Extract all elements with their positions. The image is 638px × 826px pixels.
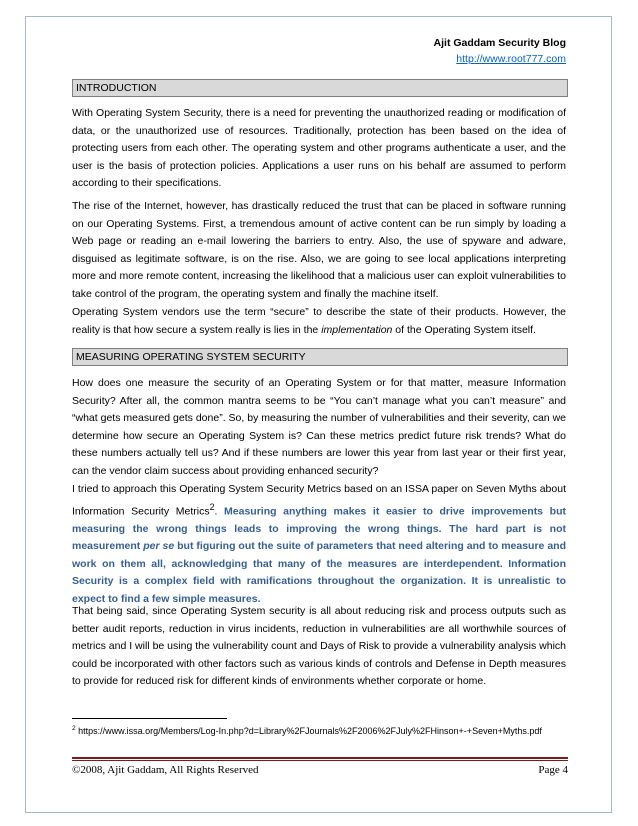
footer-divider: [72, 757, 568, 761]
page-header: [434, 35, 566, 67]
copyright-text: ©2008, Ajit Gaddam, All Rights Reserved: [72, 764, 259, 776]
measuring-paragraph-3: That being said, since Operating System security is all about reducing risk and process outputs such as better audit reports, reduction in virus incidents, reduction in vulnerabilities are all worthwhile sources of metrics and I will be using the vulnerability count and Days of Risk to provide a vulnerability analysis which could be incorporated with other factors such as various kinds of controls and Defense in Depth measures to provide for reduced risk for different kinds of environments whether corporate or home.: [72, 605, 566, 688]
blog-url-link[interactable]: http://www.root777.com: [456, 53, 566, 65]
page-number: Page 4: [538, 764, 568, 776]
footnote-divider: [72, 718, 227, 719]
measuring-paragraph-1: How does one measure the security of an Operating System or for that matter, measure Information Security? After all, the common mantra seems to be “You can’t manage what you can’t measure” and “what gets measured gets done”. So, by measuring the number of vulnerabilities and their severity, can we determine how secure an Operating System is? Can these metrics predict future risk trends? What do these numbers actually tell us? And if these numbers are lower this year from last year or their first year, can the vendor claim success about providing enhanced security?: [72, 377, 566, 477]
blog-title: Ajit Gaddam Security Blog: [433, 37, 566, 49]
footnote: [72, 722, 566, 738]
measuring-paragraph-2: I tried to approach this Operating System Security Metrics based on an ISSA paper on Seven Myths about Information Security Metrics$^2$. Measuring anything makes it easier to drive improvements but measuring the wrong things leads to improving the wrong things. The hard part is not measurement per se but figuring out the suite of parameters that need altering and to measure and work on them all, acknowledging that many of the measures are interdependent. Information Security is a complex field with ramifications throughout the organization. It is unrealistic to expect to find a few simple measures.: [72, 483, 567, 606]
footnote-url: https://www.issa.org/Members/Log-In.php?d=Library%2FJournals%2F2006%2FJuly%2FHinson+-+Seven+Myths.pdf: [75, 726, 542, 736]
intro-paragraph-2: The rise of the Internet, however, has drastically reduced the trust that can be placed in software running on our Operating Systems. First, a tremendous amount of active content can be run simply by loading a Web page or reading an e-mail lowering the barriers to entry. Also, the use of spyware and adware, disguised as legitimate software, is on the rise. Also, we are going to see local applications interpreting more and more remote content, increasing the likelihood that a malicious user can exploit vulnerabilities to take control of the program, the operating system and finally the machine itself.: [72, 200, 566, 300]
section-heading-measuring: MEASURING OPERATING SYSTEM SECURITY: [72, 348, 568, 366]
footnote-number: 2: [72, 725, 76, 732]
page-footer: [72, 762, 568, 778]
intro-paragraph-1: With Operating System Security, there is a need for preventing the unauthorized reading or modification of data, or the unauthorized use of resources. Traditionally, protection has been based on the idea of protecting users from each other. The operating system and other programs authenticate a user, and the user is the basis of protection policies. Applications a user runs on his behalf are assumed to perform according to their specifications.: [72, 107, 566, 190]
footnote-reference: 2: [209, 501, 215, 512]
intro-paragraph-3: Operating System vendors use the term “secure” to describe the state of their products. However, the reality is that how secure a system really is lies in the implementation of the Operating System itself.: [72, 306, 566, 336]
section-heading-introduction: INTRODUCTION: [72, 79, 568, 97]
implementation-emphasis: implementation: [321, 323, 393, 336]
highlighted-quote: Measuring anything makes it easier to drive improvements but measuring the wrong things leads to improving the wrong things. The hard part is not measurement per se but figuring out the suite of parameters that need altering and to measure and work on them all, acknowledging that many of the measures are interdependent. Information Security is a complex field with ramifications throughout the organization. It is unrealistic to expect to find a few simple measures.: [72, 505, 567, 606]
